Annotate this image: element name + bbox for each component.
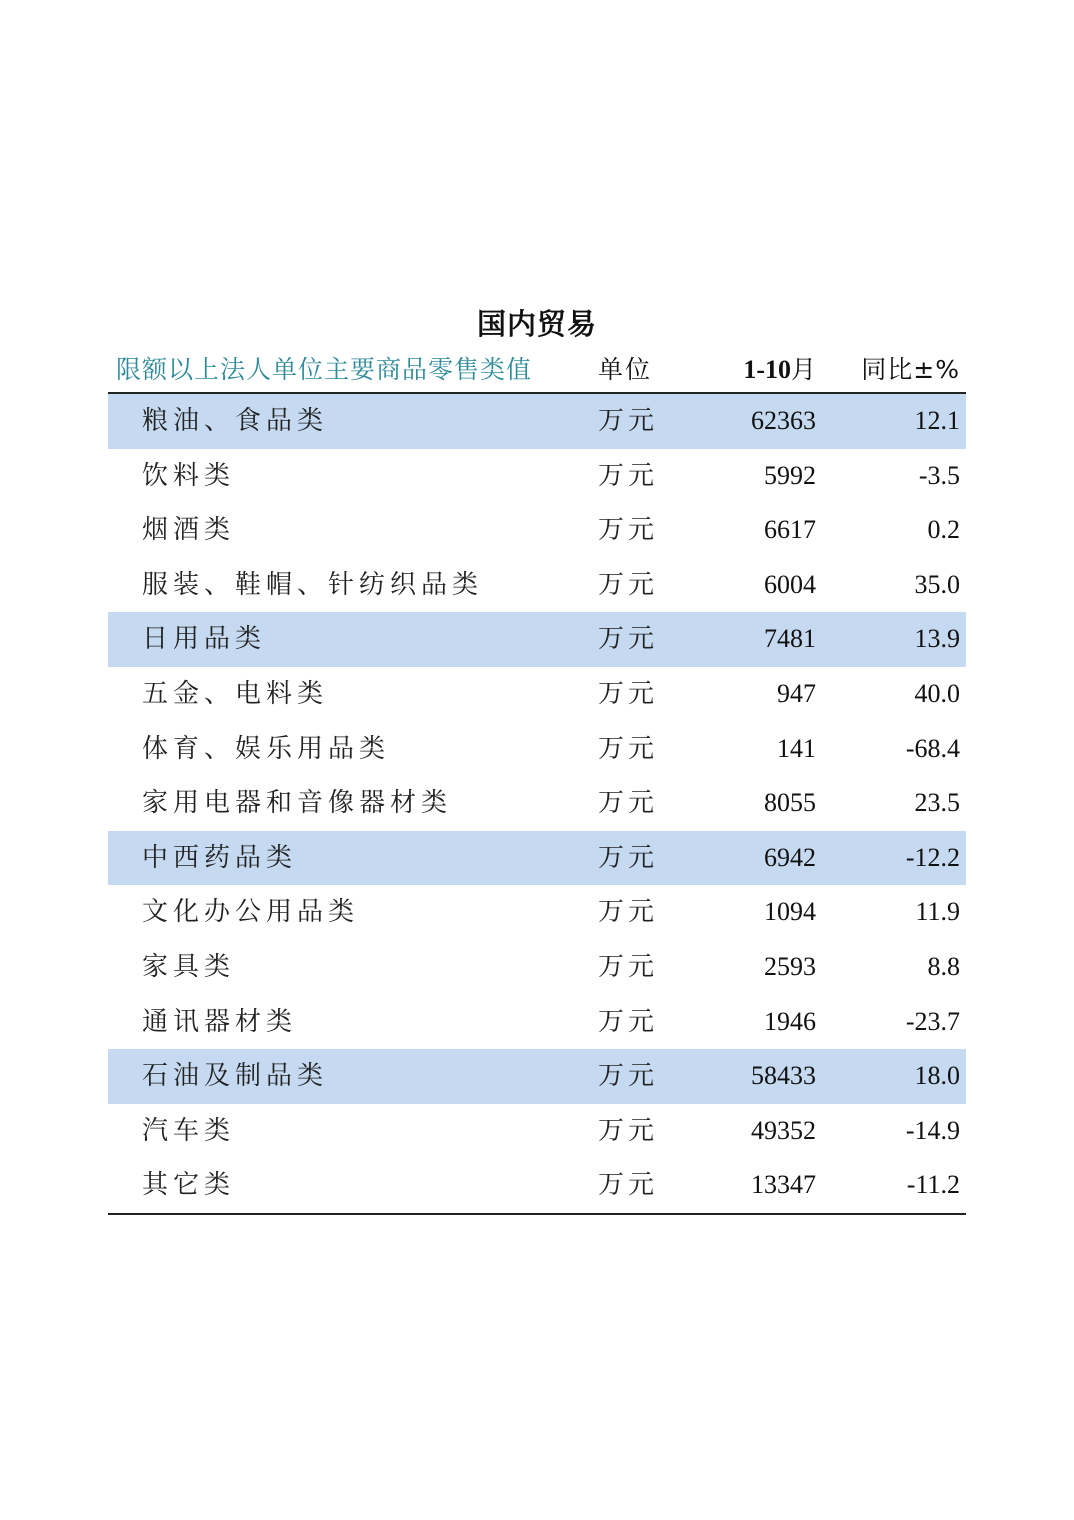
row-value: 13347 [751,1170,816,1200]
header-period-number: 1-10 [743,355,791,384]
row-category: 其它类 [142,1170,236,1201]
row-category: 家用电器和音像器材类 [142,788,453,819]
row-yoy: -68.4 [905,733,960,763]
header-unit: 单位 [598,355,653,384]
row-category: 汽车类 [142,1115,236,1146]
row-yoy: 35.0 [914,569,960,599]
row-yoy: -14.9 [905,1115,960,1145]
table-row [108,667,966,722]
header-category: 限额以上法人单位主要商品零售类值 [116,355,533,384]
header-yoy: 同比±% [861,355,960,384]
row-value: 6004 [764,569,816,599]
row-unit: 万元 [598,1115,659,1146]
row-yoy: 40.0 [914,678,960,708]
row-category: 日用品类 [142,624,267,655]
row-unit: 万元 [598,624,659,655]
row-yoy: -12.2 [905,842,960,872]
row-value: 6942 [764,842,816,872]
row-value: 947 [777,678,816,708]
retail-sales-table [108,348,966,1215]
table-row [108,722,966,777]
row-yoy: -3.5 [918,460,960,490]
row-value: 141 [777,733,816,763]
row-category: 体育、娱乐用品类 [142,733,391,764]
row-unit: 万元 [598,788,659,819]
table-row [108,776,966,831]
row-category: 通讯器材类 [142,1006,298,1037]
row-value: 1094 [764,897,816,927]
table-row [108,503,966,558]
row-category: 服装、鞋帽、针纺织品类 [142,569,484,600]
header-period [706,348,816,392]
header-period-suffix: 月 [790,355,816,384]
table-row [108,1158,966,1213]
row-unit: 万元 [598,951,659,982]
row-value: 8055 [764,788,816,818]
row-yoy: 0.2 [927,515,960,545]
row-category: 家具类 [142,951,236,982]
row-yoy: 11.9 [915,897,960,927]
table-row [108,831,966,886]
table-row [108,1049,966,1104]
row-yoy: 13.9 [914,624,960,654]
row-unit: 万元 [598,733,659,764]
row-unit: 万元 [598,1061,659,1092]
row-yoy: -23.7 [905,1006,960,1036]
row-unit: 万元 [598,569,659,600]
row-unit: 万元 [598,1170,659,1201]
table-row [108,612,966,667]
row-yoy: 23.5 [914,788,960,818]
row-unit: 万元 [598,678,659,709]
row-unit: 万元 [598,842,659,873]
row-unit: 万元 [598,1006,659,1037]
row-category: 五金、电料类 [142,678,329,709]
row-category: 饮料类 [142,460,236,491]
table-header-row [108,348,966,394]
row-value: 5992 [764,460,816,490]
table-bottom-rule [108,1213,966,1215]
row-unit: 万元 [598,406,659,436]
table-row [108,940,966,995]
row-value: 1946 [764,1006,816,1036]
row-unit: 万元 [598,515,659,546]
page-title: 国内贸易 [476,307,597,341]
table-row [108,394,966,449]
table-row [108,558,966,613]
table-row [108,885,966,940]
row-category: 文化办公用品类 [142,897,360,928]
row-unit: 万元 [598,897,659,928]
table-row [108,1104,966,1159]
row-category: 中西药品类 [142,842,298,873]
row-unit: 万元 [598,460,659,491]
table-body [108,394,966,1213]
row-value: 6617 [764,515,816,545]
row-category: 粮油、食品类 [142,406,329,436]
row-yoy: -11.2 [906,1170,960,1200]
row-yoy: 8.8 [927,951,960,981]
table-row [108,449,966,504]
row-value: 7481 [764,624,816,654]
row-value: 58433 [751,1061,816,1091]
row-value: 49352 [751,1115,816,1145]
row-value: 62363 [751,406,816,435]
row-yoy: 18.0 [914,1061,960,1091]
row-yoy: 12.1 [914,406,960,435]
row-category: 烟酒类 [142,515,236,546]
table-row [108,995,966,1050]
row-category: 石油及制品类 [142,1061,329,1092]
row-value: 2593 [764,951,816,981]
